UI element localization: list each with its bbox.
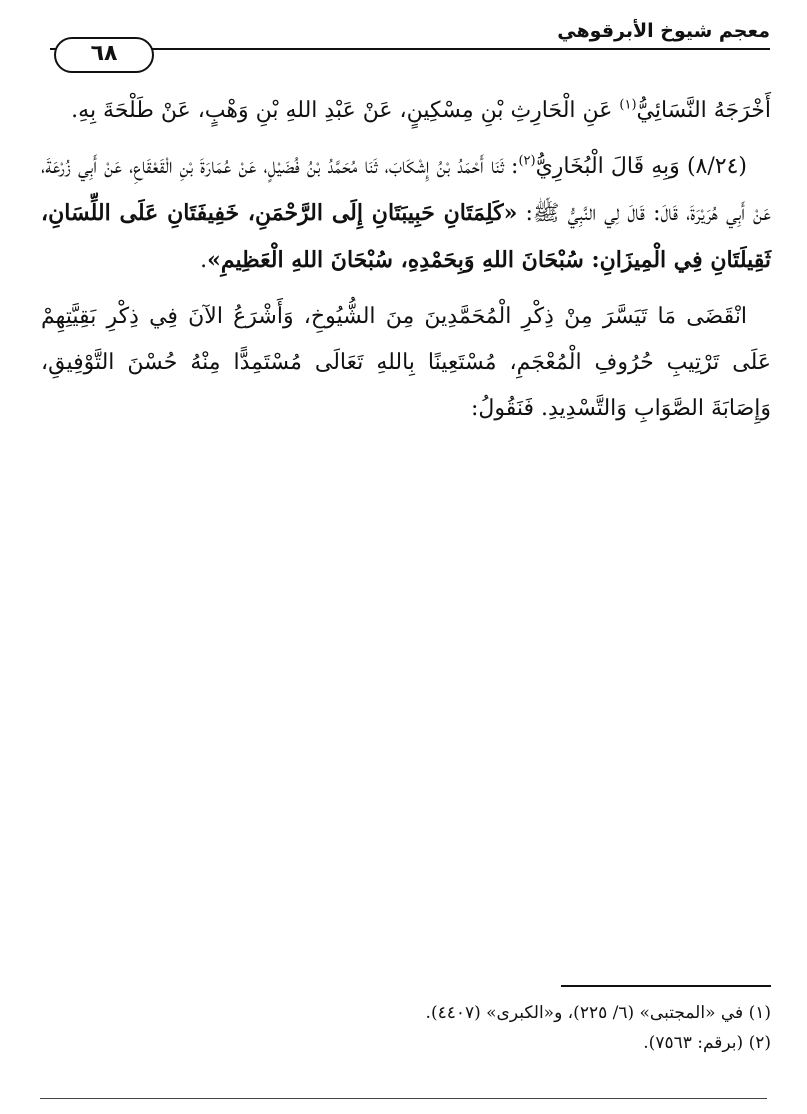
paragraph-1-text-a: أَخْرَجَهُ النَّسَائِيُّ	[636, 98, 771, 123]
hadith-number: (٨/٢٤)	[686, 154, 747, 179]
paragraph-2-text-b: : ثَنَا أَحْمَدُ بْنُ إِشْكَابَ، ثَنَا مُحَمَّدُ بْنُ فُضَيْلٍ، عَنْ عُمَارَةَ بْنِ الْقَعْقَاعِ، عَنْ أَبِي زُرْعَةَ، عَنْ أَبِي هُرَيْرَةَ، قَالَ: قَالَ لِي النَّبِيُّ ﷺ:	[41, 154, 771, 226]
footnote-2: (٢) (برقم: ٧٥٦٣).	[643, 1033, 771, 1053]
running-title: معجم شيوخ الأبرقوهي	[557, 20, 770, 42]
page-number: ٦٨	[54, 37, 154, 73]
footnote-1: (١) في «المجتبى» (٦/ ٢٢٥)، و«الكبرى» (٤٤٠٧).	[425, 1003, 771, 1023]
bottom-rule	[40, 1098, 767, 1099]
paragraph-1	[41, 88, 771, 134]
header-rule	[50, 48, 770, 50]
main-text	[41, 88, 771, 442]
page-header	[50, 20, 770, 75]
paragraph-2	[41, 144, 771, 284]
footnote-ref-2: (٢)	[518, 153, 536, 169]
paragraph-1-text-b: عَنِ الْحَارِثِ بْنِ مِسْكِينٍ، عَنْ عَبْدِ اللهِ بْنِ وَهْبٍ، عَنْ طَلْحَةَ بِهِ.	[71, 98, 620, 123]
paragraph-2-text-a: وَبِهِ قَالَ الْبُخَارِيُّ	[535, 154, 687, 179]
paragraph-2-end: .	[200, 248, 208, 273]
footnotes	[41, 998, 771, 1058]
hadith-quote: «كَلِمَتَانِ حَبِيبَتَانِ إِلَى الرَّحْمَنِ، خَفِيفَتَانِ عَلَى اللِّسَانِ، ثَقِيلَتَانِ فِي الْمِيزَانِ: سُبْحَانَ اللهِ وَبِحَمْدِهِ، سُبْحَانَ اللهِ الْعَظِيمِ»	[41, 200, 771, 273]
footnote-ref-1: (١)	[619, 97, 637, 113]
paragraph-3: انْقَضَى مَا تَيَسَّرَ مِنْ ذِكْرِ الْمُحَمَّدِينَ مِنَ الشُّيُوخِ، وَأَشْرَعُ الآنَ فِي ذِكْرِ بَقِيَّتِهِمْ عَلَى تَرْتِيبِ حُرُوفِ الْمُعْجَمِ، مُسْتَعِينًا بِاللهِ تَعَالَى مُسْتَمِدًّا مِنْهُ حُسْنَ التَّوْفِيقِ، وَإِصَابَةَ الصَّوَابِ وَالتَّسْدِيدِ. فَنَقُولُ:	[41, 304, 771, 421]
footnote-separator	[561, 985, 771, 987]
